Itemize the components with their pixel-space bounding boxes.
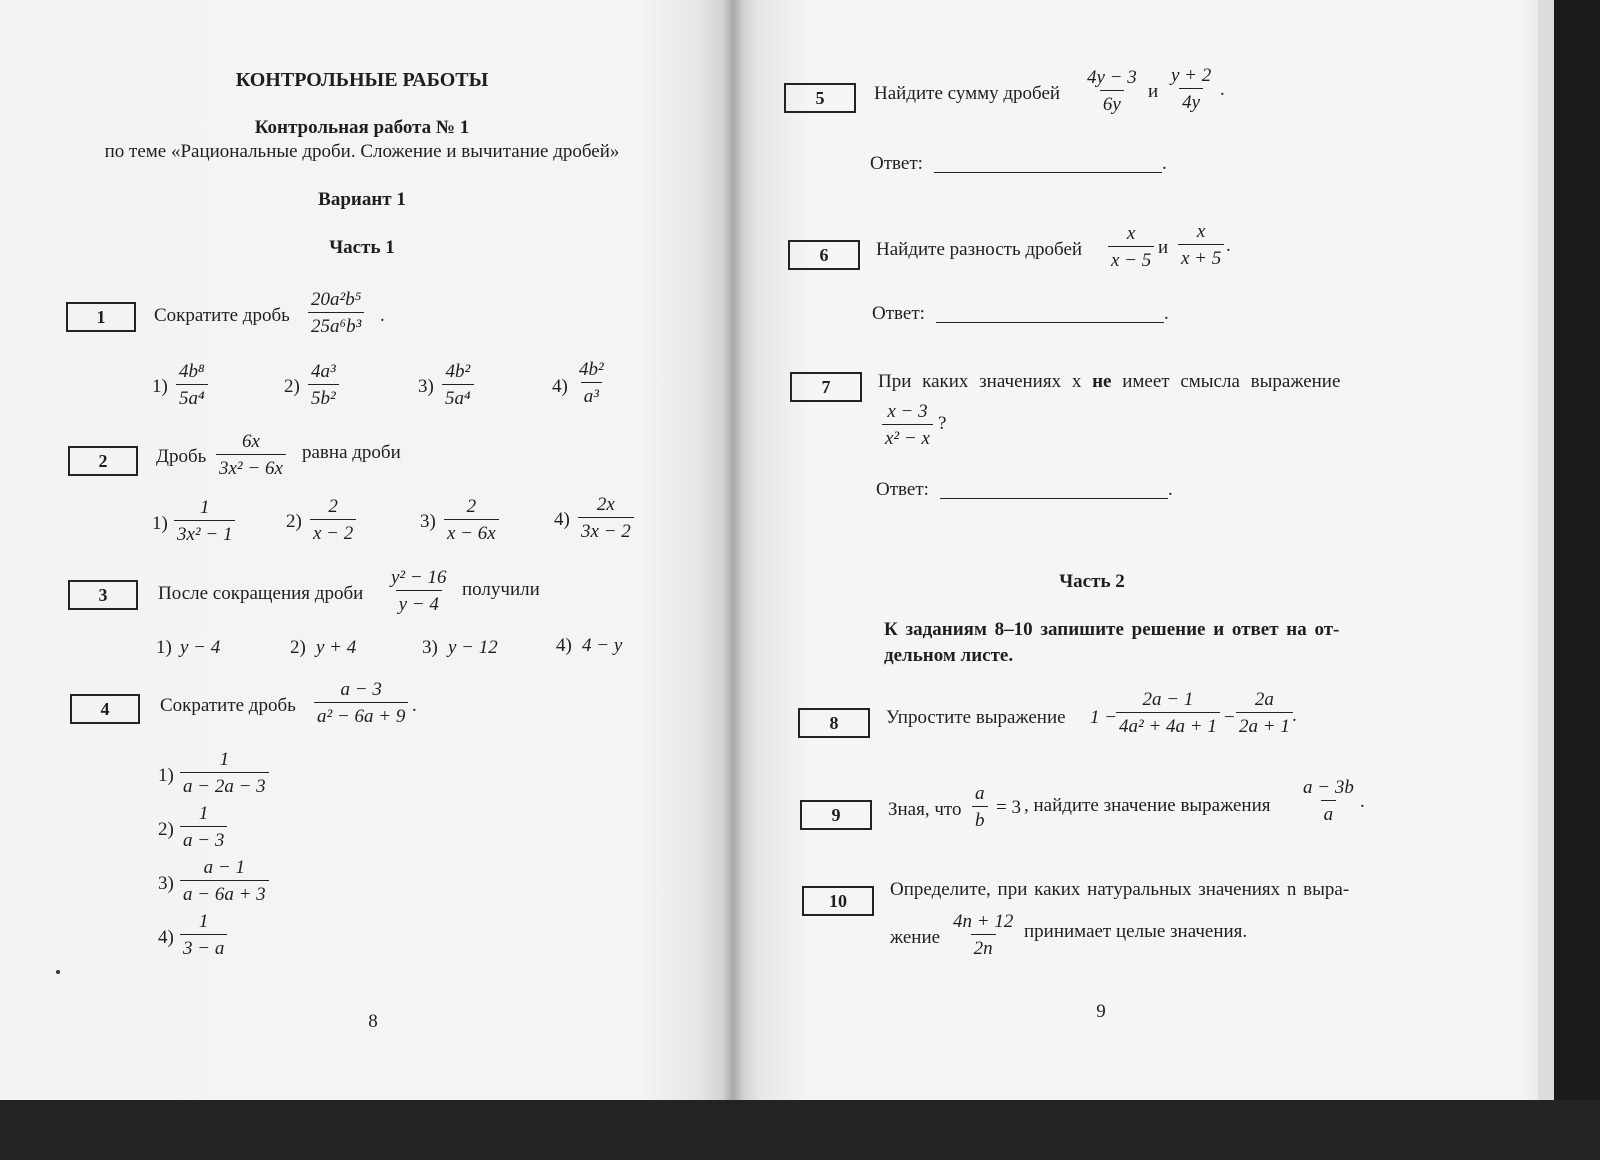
option-den: a³: [581, 382, 602, 406]
option-num: 2: [328, 496, 338, 517]
fraction-num: 2a − 1: [1142, 689, 1194, 710]
task-1-number-box: 1: [66, 302, 136, 332]
task-7-fraction: [882, 402, 933, 448]
task-4-option-2-label: 2): [158, 819, 174, 840]
option-num: 2x: [596, 494, 615, 515]
task-2-text-before: Дробь: [156, 446, 207, 467]
task-4-period: .: [412, 695, 417, 716]
task-9-period: .: [1360, 791, 1365, 812]
option-num: 4a³: [311, 361, 336, 382]
right-page-number: 9: [1096, 1001, 1106, 1022]
task-3-option-3: y − 12: [448, 637, 498, 658]
option-num: 2: [466, 496, 477, 517]
task-4-option-1: [180, 750, 269, 796]
section-title: КОНТРОЛЬНЫЕ РАБОТЫ: [235, 69, 489, 91]
task-10-line-1: Определите, при каких натуральных значениях n выра-: [890, 879, 1350, 900]
option-num: 4b⁸: [179, 361, 205, 382]
task-5-text: Найдите сумму дробей: [874, 83, 1061, 104]
task-3-number-box: 3: [68, 580, 138, 610]
task-1-option-2: [308, 362, 339, 408]
option-num: 4b²: [445, 361, 471, 382]
part-2-instruction-line-1: К заданиям 8–10 запишите решение и ответ на от-: [884, 619, 1340, 640]
option-den: x − 6x: [444, 519, 499, 543]
work-topic: по теме «Рациональные дроби. Сложение и вычитание дробей»: [104, 141, 620, 162]
task-10-line-2-after: принимает целые значения.: [1024, 921, 1248, 942]
task-2-option-1: [174, 498, 235, 544]
fraction-den: x + 5: [1178, 244, 1224, 268]
task-6-period: .: [1226, 235, 1231, 256]
fraction-den: x − 5: [1108, 246, 1154, 270]
task-6-answer-end: .: [1164, 303, 1169, 324]
option-den: a − 6a + 3: [180, 880, 269, 904]
task-9-text-after: , найдите значение выражения: [1024, 795, 1271, 816]
task-7-text: При каких значениях x не имеет смысла выражение: [878, 371, 1341, 392]
task-3-text-before: После сокращения дроби: [158, 583, 364, 604]
fraction-den: a² − 6a + 9: [314, 702, 408, 726]
task-1-fraction: [308, 290, 364, 336]
fraction-den: 4a² + 4a + 1: [1116, 712, 1220, 736]
fraction-num: y² − 16: [391, 567, 447, 588]
task-1-option-1-label: 1): [152, 376, 168, 397]
task-2-option-2-label: 2): [286, 511, 302, 532]
task-1-fraction-den: 25a⁶b³: [308, 312, 364, 336]
fraction-den: 2n: [971, 934, 996, 958]
task-2-number-box: 2: [68, 446, 138, 476]
option-den: 5b²: [308, 384, 339, 408]
task-9-equals: = 3: [996, 797, 1021, 818]
fraction-num: 4n + 12: [953, 911, 1014, 932]
task-4-option-1-label: 1): [158, 765, 174, 786]
task-4-text: Сократите дробь: [160, 695, 296, 716]
task-4-option-3: [180, 858, 269, 904]
option-num: 1: [198, 911, 209, 932]
task-2-option-3: [444, 497, 499, 543]
task-9-number-box: 9: [800, 800, 872, 830]
task-1-option-3: [442, 362, 474, 408]
fraction-den: x² − x: [882, 424, 933, 448]
task-6-conj: и: [1158, 237, 1169, 258]
task-2-option-1-label: 1): [152, 513, 168, 534]
task-5-answer-label: Ответ:: [870, 153, 923, 174]
task-9-ratio: [972, 784, 988, 830]
task-3-option-4-label: 4): [556, 635, 572, 656]
task-5-conj: и: [1148, 81, 1159, 102]
fraction-den: a: [1321, 800, 1337, 824]
left-page: [0, 0, 728, 1100]
task-8-minus: −: [1224, 707, 1235, 728]
left-page-number: 8: [368, 1011, 378, 1032]
page-edge: [1538, 0, 1554, 1100]
fraction-num: a − 3: [340, 679, 382, 700]
part-2-instruction-line-2: дельном листе.: [884, 645, 1014, 666]
task-3-fraction: [388, 568, 449, 614]
fraction-num: 6x: [241, 431, 260, 452]
fraction-den: 2a + 1: [1236, 712, 1293, 736]
option-den: 3 − a: [180, 934, 227, 958]
variant-heading: Вариант 1: [318, 189, 406, 210]
task-10-fraction: [950, 912, 1016, 958]
option-den: a − 2a − 3: [180, 772, 269, 796]
task-8-text: Упростите выражение: [886, 707, 1066, 728]
fraction-den: b: [972, 806, 988, 830]
task-10-number-box: 10: [802, 886, 874, 916]
fraction-num: x: [1126, 223, 1136, 244]
task-2-option-4: [578, 495, 634, 541]
task-8-number-box: 8: [798, 708, 870, 738]
scan-speck: [56, 970, 60, 974]
option-den: 5a⁴: [176, 384, 208, 408]
task-1-option-4: [576, 360, 607, 406]
task-7-answer-end: .: [1168, 479, 1173, 500]
task-4-option-4-label: 4): [158, 927, 174, 948]
task-5-answer-line: [934, 172, 1162, 173]
fraction-den: 3x² − 6x: [216, 454, 286, 478]
task-9-fraction: [1300, 778, 1357, 824]
task-10-line-2-before: жение: [890, 927, 941, 948]
fraction-num: x: [1196, 221, 1206, 242]
fraction-den: y − 4: [396, 590, 442, 614]
task-1-option-3-label: 3): [418, 376, 434, 397]
task-4-option-3-label: 3): [158, 873, 174, 894]
task-1-period: .: [380, 305, 385, 326]
fraction-num: a − 3b: [1303, 777, 1354, 798]
task-8-fraction-2: [1236, 690, 1293, 736]
scanner-border-right: [1554, 0, 1600, 1160]
task-7-answer-line: [940, 498, 1168, 499]
task-1-fraction-num: 20a²b⁵: [311, 289, 362, 310]
task-3-text-after: получили: [462, 579, 540, 600]
task-2-text-after: равна дроби: [302, 442, 401, 463]
task-6-answer-line: [936, 322, 1164, 323]
option-den: x − 2: [310, 519, 356, 543]
fraction-num: x − 3: [887, 401, 928, 422]
task-2-option-3-label: 3): [420, 511, 436, 532]
task-3-option-2: y + 4: [316, 637, 357, 658]
task-7-answer-label: Ответ:: [876, 479, 929, 500]
task-5-fraction-2: [1168, 66, 1214, 112]
task-6-fraction-1: [1108, 224, 1154, 270]
fraction-den: 4y: [1179, 88, 1203, 112]
task-9-text-before: Зная, что: [888, 799, 962, 820]
option-num: 1: [219, 749, 230, 770]
task-2-option-2: [310, 497, 356, 543]
task-7-question-mark: ?: [938, 413, 947, 434]
task-4-number-box: 4: [70, 694, 140, 724]
option-num: a − 1: [203, 857, 245, 878]
task-2-option-4-label: 4): [554, 509, 570, 530]
fraction-den: 6y: [1100, 90, 1124, 114]
work-title: Контрольная работа № 1: [254, 117, 470, 138]
task-1-option-4-label: 4): [552, 376, 568, 397]
option-den: 3x − 2: [578, 517, 634, 541]
task-8-period: .: [1292, 705, 1297, 726]
task-4-fraction: [314, 680, 408, 726]
task-5-number-box: 5: [784, 83, 856, 113]
task-1-option-1: [176, 362, 208, 408]
part-1-heading: Часть 1: [329, 237, 395, 258]
fraction-num: 4y − 3: [1087, 67, 1137, 88]
task-3-option-1: y − 4: [180, 637, 221, 658]
task-5-answer-end: .: [1162, 153, 1167, 174]
fraction-num: 2a: [1254, 689, 1274, 710]
task-5-period: .: [1220, 79, 1225, 100]
task-3-option-3-label: 3): [422, 637, 438, 658]
fraction-num: y + 2: [1171, 65, 1212, 86]
option-num: 1: [199, 497, 210, 518]
fraction-num: a: [975, 783, 985, 804]
option-den: a − 3: [180, 826, 227, 850]
option-den: 5a⁴: [442, 384, 474, 408]
task-6-text: Найдите разность дробей: [876, 239, 1083, 260]
task-4-option-2: [180, 804, 227, 850]
task-3-option-1-label: 1): [156, 637, 172, 658]
task-6-answer-label: Ответ:: [872, 303, 925, 324]
task-1-option-2-label: 2): [284, 376, 300, 397]
task-7-number-box: 7: [790, 372, 862, 402]
scanner-border-bottom: [0, 1100, 1600, 1160]
task-3-option-2-label: 2): [290, 637, 306, 658]
task-8-lead: 1 −: [1090, 707, 1118, 728]
book-gutter: [722, 0, 744, 1100]
option-num: 1: [198, 803, 209, 824]
task-5-fraction-1: [1084, 68, 1140, 114]
task-8-fraction-1: [1116, 690, 1220, 736]
option-den: 3x² − 1: [174, 520, 235, 544]
task-4-option-4: [180, 912, 227, 958]
task-3-option-4: 4 − y: [582, 635, 623, 656]
part-2-heading: Часть 2: [1059, 571, 1125, 592]
task-2-fraction: [216, 432, 286, 478]
option-num: 4b²: [579, 359, 604, 380]
task-1-text: Сократите дробь: [154, 305, 290, 326]
task-6-fraction-2: [1178, 222, 1224, 268]
task-6-number-box: 6: [788, 240, 860, 270]
